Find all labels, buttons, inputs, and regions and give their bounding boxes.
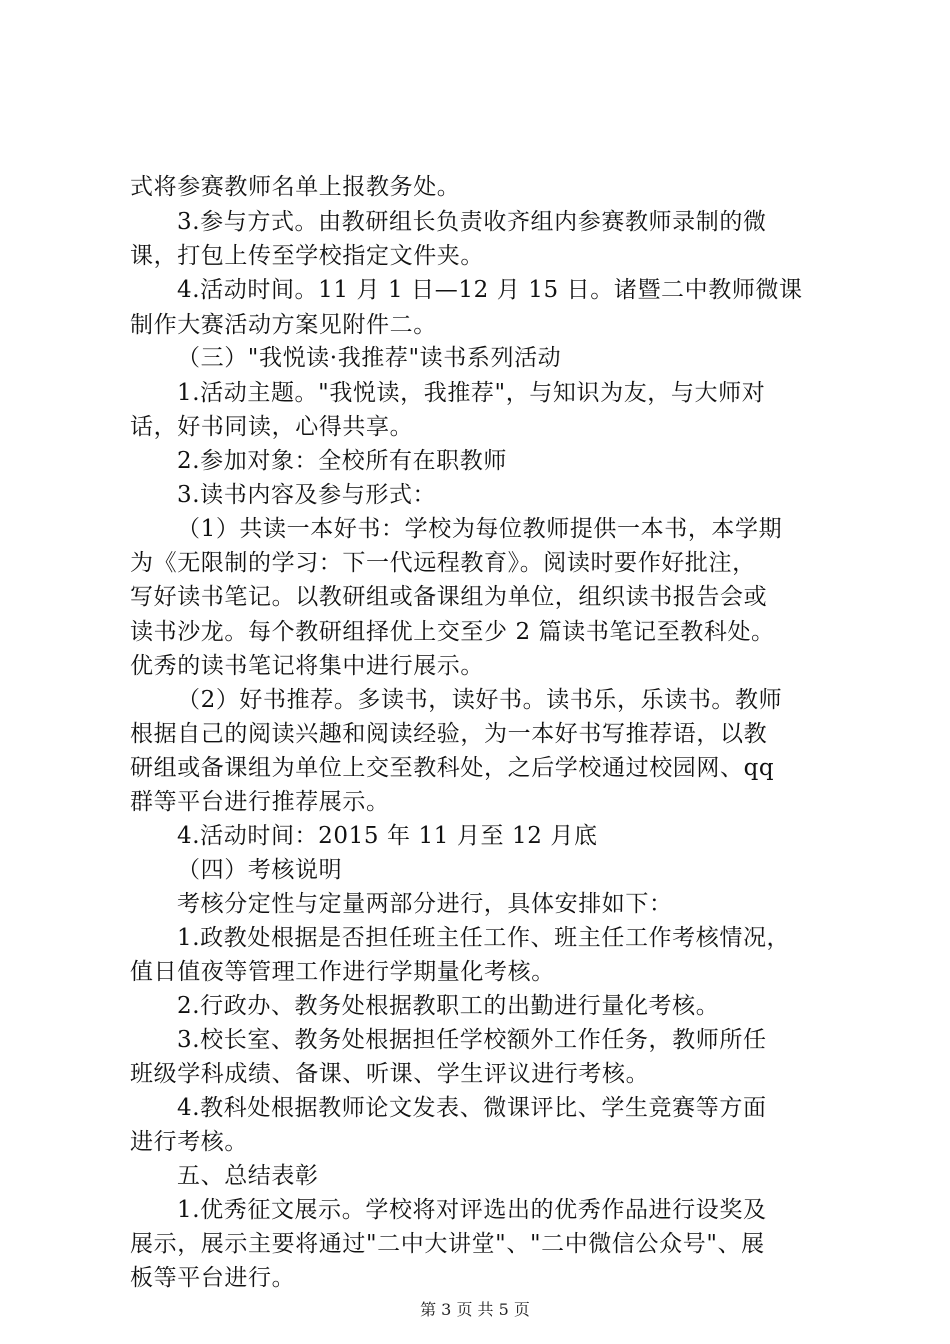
text-line: 班级学科成绩、备课、听课、学生评议进行考核。 xyxy=(130,1061,650,1087)
text-line: 根据自己的阅读兴趣和阅读经验，为一本好书写推荐语，以教 xyxy=(130,721,768,747)
text-line: 1.活动主题。"我悦读，我推荐"，与知识为友，与大师对 xyxy=(177,380,766,406)
text-line: 4.活动时间：2015 年 11 月至 12 月底 xyxy=(177,823,598,849)
text-line: 式将参赛教师名单上报教务处。 xyxy=(130,174,461,200)
text-line: 板等平台进行。 xyxy=(130,1265,296,1291)
text-line: 4.活动时间。11 月 1 日—12 月 15 日。诸暨二中教师微课 xyxy=(177,277,803,303)
text-line: 2.参加对象：全校所有在职教师 xyxy=(177,448,507,474)
text-line: 1.政教处根据是否担任班主任工作、班主任工作考核情况， xyxy=(177,925,791,951)
text-line: 为《无限制的学习：下一代远程教育》。阅读时要作好批注， xyxy=(130,550,756,576)
text-line: （2）好书推荐。多读书，读好书。读书乐，乐读书。教师 xyxy=(177,687,783,713)
text-line: 展示，展示主要将通过"二中大讲堂"、"二中微信公众号"、展 xyxy=(130,1231,765,1257)
text-line: 优秀的读书笔记将集中进行展示。 xyxy=(130,653,484,679)
text-line: 群等平台进行推荐展示。 xyxy=(130,789,390,815)
text-line: 制作大赛活动方案见附件二。 xyxy=(130,312,437,338)
text-line: 3.参与方式。由教研组长负责收齐组内参赛教师录制的微 xyxy=(177,209,767,235)
text-line: 考核分定性与定量两部分进行，具体安排如下： xyxy=(177,891,673,917)
text-line: 2.行政办、教务处根据教职工的出勤进行量化考核。 xyxy=(177,993,720,1019)
text-line: 话，好书同读，心得共享。 xyxy=(130,414,414,440)
text-line: 读书沙龙。每个教研组择优上交至少 2 篇读书笔记至教科处。 xyxy=(130,619,775,645)
page-footer: 第 3 页 共 5 页 xyxy=(420,1300,530,1319)
text-line: 课，打包上传至学校指定文件夹。 xyxy=(130,243,484,269)
text-line: 写好读书笔记。以教研组或备课组为单位，组织读书报告会或 xyxy=(130,584,768,610)
section-heading: 五、总结表彰 xyxy=(177,1163,319,1189)
text-line: 3.校长室、教务处根据担任学校额外工作任务，教师所任 xyxy=(177,1027,767,1053)
text-line: 值日值夜等管理工作进行学期量化考核。 xyxy=(130,959,555,985)
text-line: （四）考核说明 xyxy=(177,857,343,883)
text-line: 3.读书内容及参与形式： xyxy=(177,482,437,508)
text-line: 研组或备课组为单位上交至教科处，之后学校通过校园网、qq xyxy=(130,755,775,781)
text-line: 1.优秀征文展示。学校将对评选出的优秀作品进行设奖及 xyxy=(177,1197,767,1223)
text-line: （三）"我悦读·我推荐"读书系列活动 xyxy=(177,345,562,371)
text-line: 进行考核。 xyxy=(130,1129,248,1155)
text-line: （1）共读一本好书：学校为每位教师提供一本书，本学期 xyxy=(177,516,783,542)
text-line: 4.教科处根据教师论文发表、微课评比、学生竞赛等方面 xyxy=(177,1095,767,1121)
